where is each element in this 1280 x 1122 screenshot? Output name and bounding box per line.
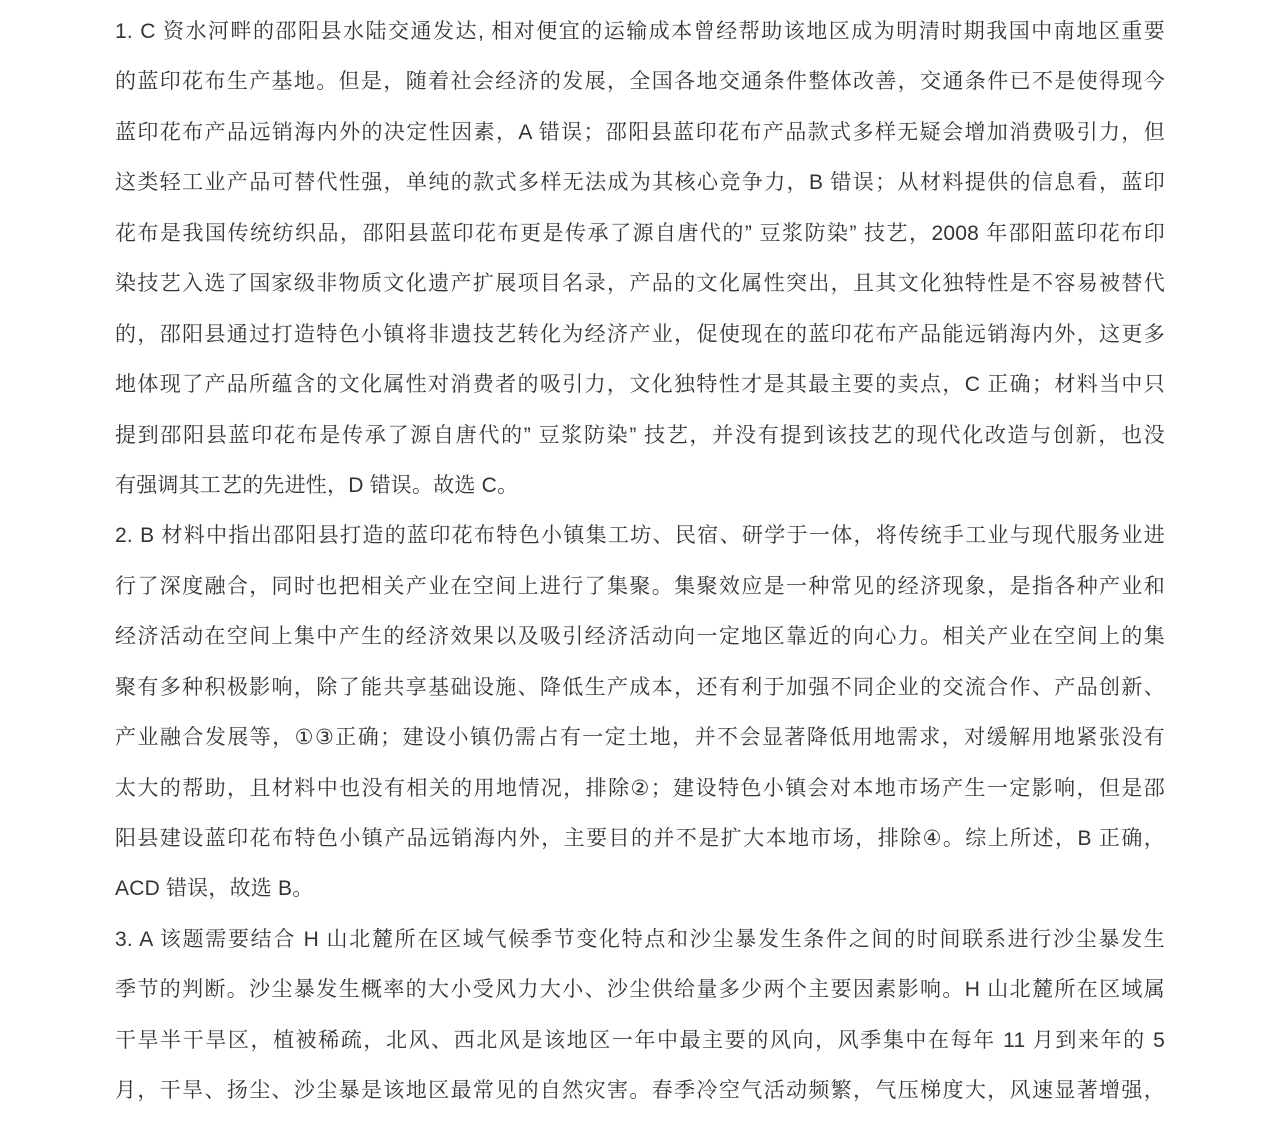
- text-line: 行了深度融合，同时也把相关产业在空间上进行了集聚。集聚效应是一种常见的经济现象，是指各种产业和: [115, 574, 1165, 598]
- text-line: 2. B 材料中指出邵阳县打造的蓝印花布特色小镇集工坊、民宿、研学于一体，将传统手工业与现代服务业进: [115, 524, 1165, 548]
- answer-explanations-text: [115, 7, 1165, 1117]
- text-line: 地体现了产品所蕴含的文化属性对消费者的吸引力，文化独特性才是其最主要的卖点，C 正确；材料当中只: [115, 373, 1165, 397]
- text-line: 季节的判断。沙尘暴发生概率的大小受风力大小、沙尘供给量多少两个主要因素影响。H 山北麓所在区域属: [115, 978, 1165, 1002]
- text-line: 太大的帮助，且材料中也没有相关的用地情况，排除②；建设特色小镇会对本地市场产生一定影响，但是邵: [115, 776, 1165, 800]
- text-line: 干旱半干旱区，植被稀疏，北风、西北风是该地区一年中最主要的风向，风季集中在每年 11 月到来年的 5: [115, 1028, 1165, 1052]
- text-line: 这类轻工业产品可替代性强，单纯的款式多样无法成为其核心竞争力，B 错误；从材料提供的信息看，蓝印: [115, 171, 1165, 195]
- text-line: 提到邵阳县蓝印花布是传承了源自唐代的” 豆浆防染” 技艺，并没有提到该技艺的现代化改造与创新，也没: [115, 423, 1165, 447]
- text-line: 经济活动在空间上集中产生的经济效果以及吸引经济活动向一定地区靠近的向心力。相关产业在空间上的集: [115, 625, 1165, 649]
- text-line: 有强调其工艺的先进性，D 错误。故选 C。: [115, 473, 519, 497]
- text-line: 阳县建设蓝印花布特色小镇产品远销海内外，主要目的并不是扩大本地市场，排除④。综上所述，B 正确，: [115, 827, 1165, 850]
- text-line: 月，干旱、扬尘、沙尘暴是该地区最常见的自然灾害。春季冷空气活动频繁，气压梯度大，风速显著增强，: [115, 1079, 1165, 1103]
- text-line: 的蓝印花布生产基地。但是，随着社会经济的发展，全国各地交通条件整体改善，交通条件已不是使得现今: [115, 70, 1165, 94]
- text-line: 3. A 该题需要结合 H 山北麓所在区域气候季节变化特点和沙尘暴发生条件之间的时间联系进行沙尘暴发生: [115, 927, 1165, 951]
- text-line: ACD 错误，故选 B。: [115, 877, 314, 901]
- text-line: 蓝印花布产品远销海内外的决定性因素，A 错误；邵阳县蓝印花布产品款式多样无疑会增加消费吸引力，但: [115, 120, 1165, 144]
- text-line: 聚有多种积极影响，除了能共享基础设施、降低生产成本，还有利于加强不同企业的交流合作、产品创新、: [115, 675, 1165, 699]
- text-line: 的，邵阳县通过打造特色小镇将非遗技艺转化为经济产业，促使现在的蓝印花布产品能远销海内外，这更多: [115, 322, 1165, 346]
- text-line: 1. C 资水河畔的邵阳县水陆交通发达, 相对便宜的运输成本曾经帮助该地区成为明清时期我国中南地区重要: [115, 20, 1165, 43]
- text-line: 染技艺入选了国家级非物质文化遗产扩展项目名录，产品的文化属性突出，且其文化独特性是不容易被替代: [115, 272, 1165, 296]
- text-line: 花布是我国传统纺织品，邵阳县蓝印花布更是传承了源自唐代的” 豆浆防染” 技艺，2008 年邵阳蓝印花布印: [115, 221, 1165, 245]
- text-line: 产业融合发展等，①③正确；建设小镇仍需占有一定土地，并不会显著降低用地需求，对缓解用地紧张没有: [115, 726, 1165, 750]
